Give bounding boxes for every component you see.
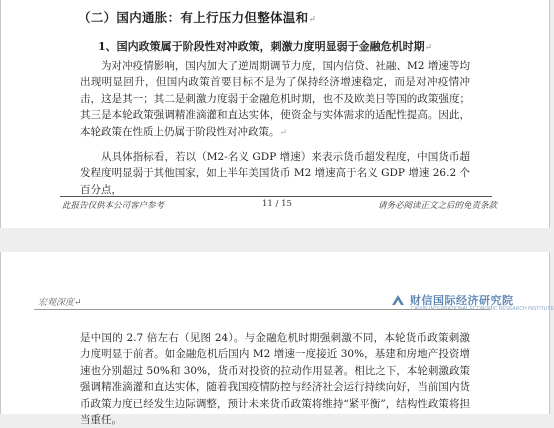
footer-rule [60, 196, 492, 197]
body-paragraph-2: 从具体指标看，若以（M2-名义 GDP 增速）来表示货币超发程度，中国货币超发程度明显弱于其他国家，如上半年美国货币 M2 增速高于名义 GDP 增速 26.2 个百分点， [80, 151, 470, 196]
header-rule [34, 309, 490, 310]
page-right-border [549, 0, 550, 228]
header-label: 宏观深度↵ [38, 298, 82, 308]
page-left-border [0, 252, 1, 414]
section-heading: （二）国内通胀：有上行压力但整体温和↵ [78, 10, 317, 25]
page-right-border [549, 252, 550, 414]
logo-subtext: CAIXIN INTERNATIONAL ECONOMIC RESEARCH INSTITUTE [411, 306, 554, 312]
body-paragraph-3: 是中国的 2.7 倍左右（见图 24）。与金融危机时期强刺激不同，本轮货币政策刺激力度明显于前者。如金融危机后国内 M2 增速一度接近 30%，基建和房地产投资增速也分别超过 50%和 30%，货币对投资的拉动作用显著。相比之下，本轮刺激政策强调精准滴灌和直达实体，随着我国疫情防控与经济社会运行持续向好，当前国内货币政策力度已经发生边际调整，预计未来货币政策将维持“紧平衡”，结构性政策将担当重任。 [80, 332, 470, 427]
subheading: 1、国内政策属于阶段性对冲政策，刺激力度明显弱于金融危机时期↵ [98, 40, 433, 53]
institute-logo [390, 292, 554, 312]
page-left-border [0, 0, 1, 228]
logo-text: 财信国际经济研究院 [410, 295, 514, 307]
logo-mark-icon [390, 293, 406, 307]
footer-disclaimer-left: 此报告仅供本公司客户参考 [62, 201, 165, 211]
footer-page-number: 11 / 15 [262, 199, 292, 209]
footer-disclaimer-right: 请务必阅读正文之后的免责条款 [378, 201, 498, 211]
document-page-bottom [0, 252, 554, 427]
body-paragraph-1: 为对冲疫情影响，国内加大了逆周期调节力度，国内信贷、社融、M2 增速等均出现明显回升，但国内政策首要目标不是为了保持经济增速稳定，而是对冲疫情冲击，这是其一；其二是刺激力度弱于金融危机时期，也不及欧美日等国的政策强度；其三是本轮政策强调精准滴灌和直达实体，使资金与实体需求的适配性提高。因此，本轮政策在性质上仍属于阶段性对冲政策。↵ [80, 60, 470, 138]
